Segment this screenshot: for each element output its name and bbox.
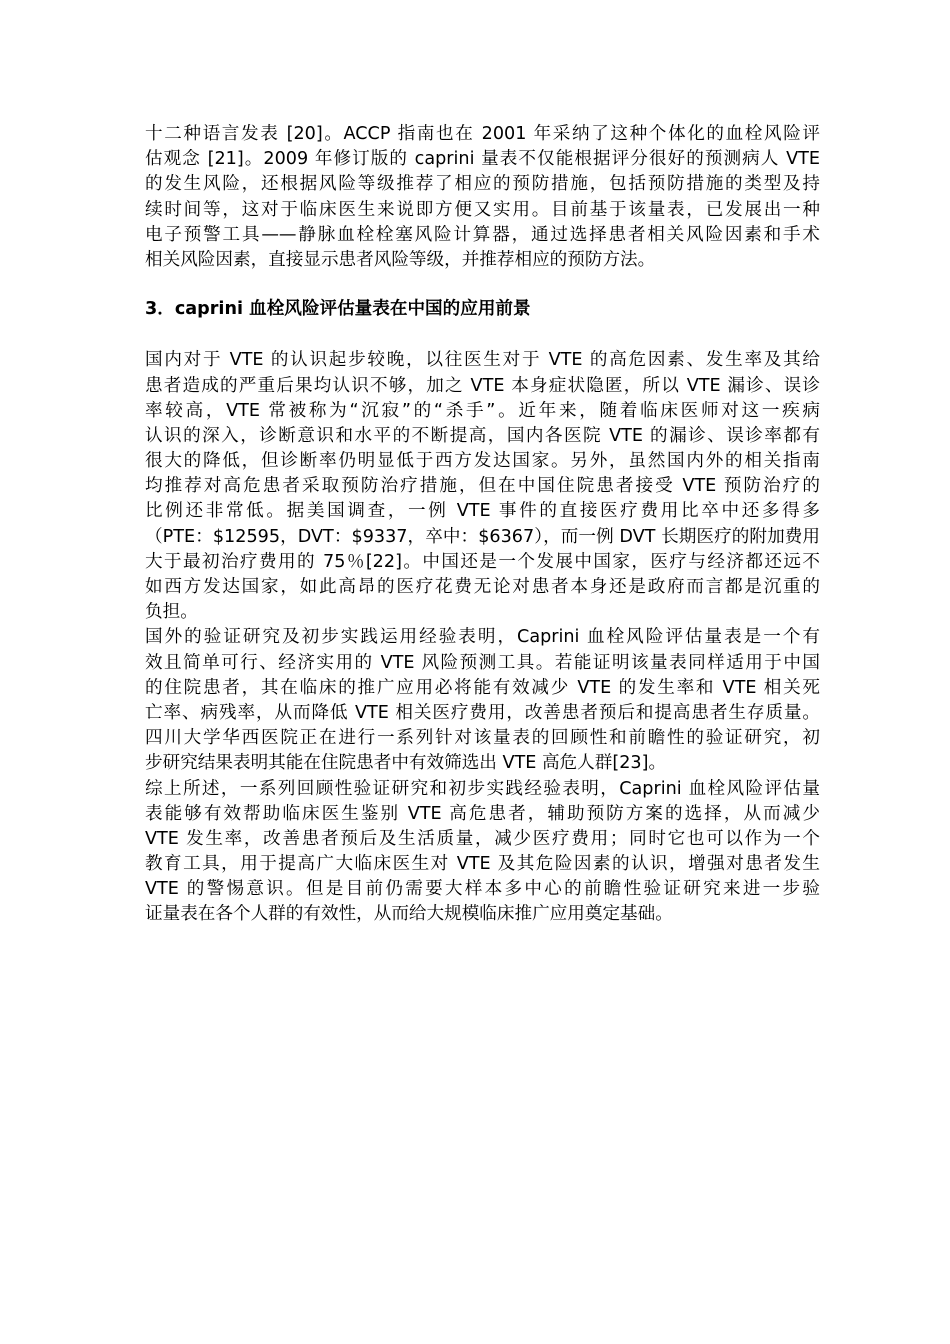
paragraph-vte-in-china [145,348,820,625]
paragraph-caprini-development [145,122,820,273]
text-line: 四川大学华西医院正在进行一系列针对该量表的回顾性和前瞻性的验证研究，初 [145,728,820,749]
text-line: 估观念 [21]。2009 年修订版的 caprini 量表不仅能根据评分很好的预测病人 VTE [145,149,820,170]
text-line: 表能够有效帮助临床医生鉴别 VTE 高危患者，辅助预防方案的选择，从而减少 [145,803,820,824]
text-line: 的发生风险，还根据风险等级推荐了相应的预防措施，包括预防措施的类型及持 [145,174,820,195]
text-line: VTE 发生率，改善患者预后及生活质量，减少医疗费用；同时它也可以作为一个 [145,828,820,849]
text-line: 电子预警工具——静脉血栓栓塞风险计算器，通过选择患者相关风险因素和手术 [145,224,820,245]
text-line: 很大的降低，但诊断率仍明显低于西方发达国家。另外，虽然国内外的相关指南 [145,451,820,472]
text-line: 比例还非常低。据美国调查，一例 VTE 事件的直接医疗费用比卒中还多得多 [145,501,820,522]
text-line: 效且简单可行、经济实用的 VTE 风险预测工具。若能证明该量表同样适用于中国 [145,652,820,673]
text-line: 率较高，VTE 常被称为“沉寂”的“杀手”。近年来，随着临床医师对这一疾病 [145,400,820,421]
text-line: 亡率、病残率，从而降低 VTE 相关医疗费用，改善患者预后和提高患者生存质量。 [145,702,820,723]
text-line: 患者造成的严重后果均认识不够，加之 VTE 本身症状隐匿，所以 VTE 漏诊、误诊 [145,375,820,396]
text-line: 认识的深入，诊断意识和水平的不断提高，国内各医院 VTE 的漏诊、误诊率都有 [145,425,820,446]
paragraph-validation-research [145,625,820,776]
text-line: 国外的验证研究及初步实践运用经验表明，Caprini 血栓风险评估量表是一个有 [145,627,820,648]
paragraph-conclusion [145,777,820,928]
text-line: 如西方发达国家，如此高昂的医疗花费无论对患者本身还是政府而言都是沉重的 [145,577,820,598]
text-line: 均推荐对高危患者采取预防治疗措施，但在中国住院患者接受 VTE 预防治疗的 [145,476,820,497]
text-line: 十二种语言发表 [20]。ACCP 指南也在 2001 年采纳了这种个体化的血栓风险评 [145,124,820,144]
text-line: 大于最初治疗费用的 75％[22]。中国还是一个发展中国家，医疗与经济都还远不 [145,551,820,572]
text-line: 证量表在各个人群的有效性，从而给大规模临床推广应用奠定基础。 [145,904,673,925]
section-heading: 3．caprini 血栓风险评估量表在中国的应用前景 [145,299,531,320]
text-line: 续时间等，这对于临床医生来说即方便又实用。目前基于该量表，已发展出一种 [145,199,820,220]
text-line: 负担。 [145,602,198,623]
text-line: 相关风险因素，直接显示患者风险等级，并推荐相应的预防方法。 [145,249,656,270]
text-line: VTE 的警惕意识。但是目前仍需要大样本多中心的前瞻性验证研究来进一步验 [145,879,820,900]
text-line: 教育工具，用于提高广大临床医生对 VTE 及其危险因素的认识，增强对患者发生 [145,854,820,875]
text-line: （PTE：$12595，DVT：$9337，卒中：$6367），而一例 DVT 长期医疗的附加费用 [145,526,820,547]
text-line: 综上所述，一系列回顾性验证研究和初步实践经验表明，Caprini 血栓风险评估量 [145,778,820,799]
text-line: 的住院患者，其在临床的推广应用必将能有效减少 VTE 的发生率和 VTE 相关死 [145,677,820,698]
text-line: 步研究结果表明其能在住院患者中有效筛选出 VTE 高危人群[23]。 [145,753,667,774]
document-page [145,122,820,928]
text-line: 国内对于 VTE 的认识起步较晚，以往医生对于 VTE 的高危因素、发生率及其给 [145,350,820,371]
